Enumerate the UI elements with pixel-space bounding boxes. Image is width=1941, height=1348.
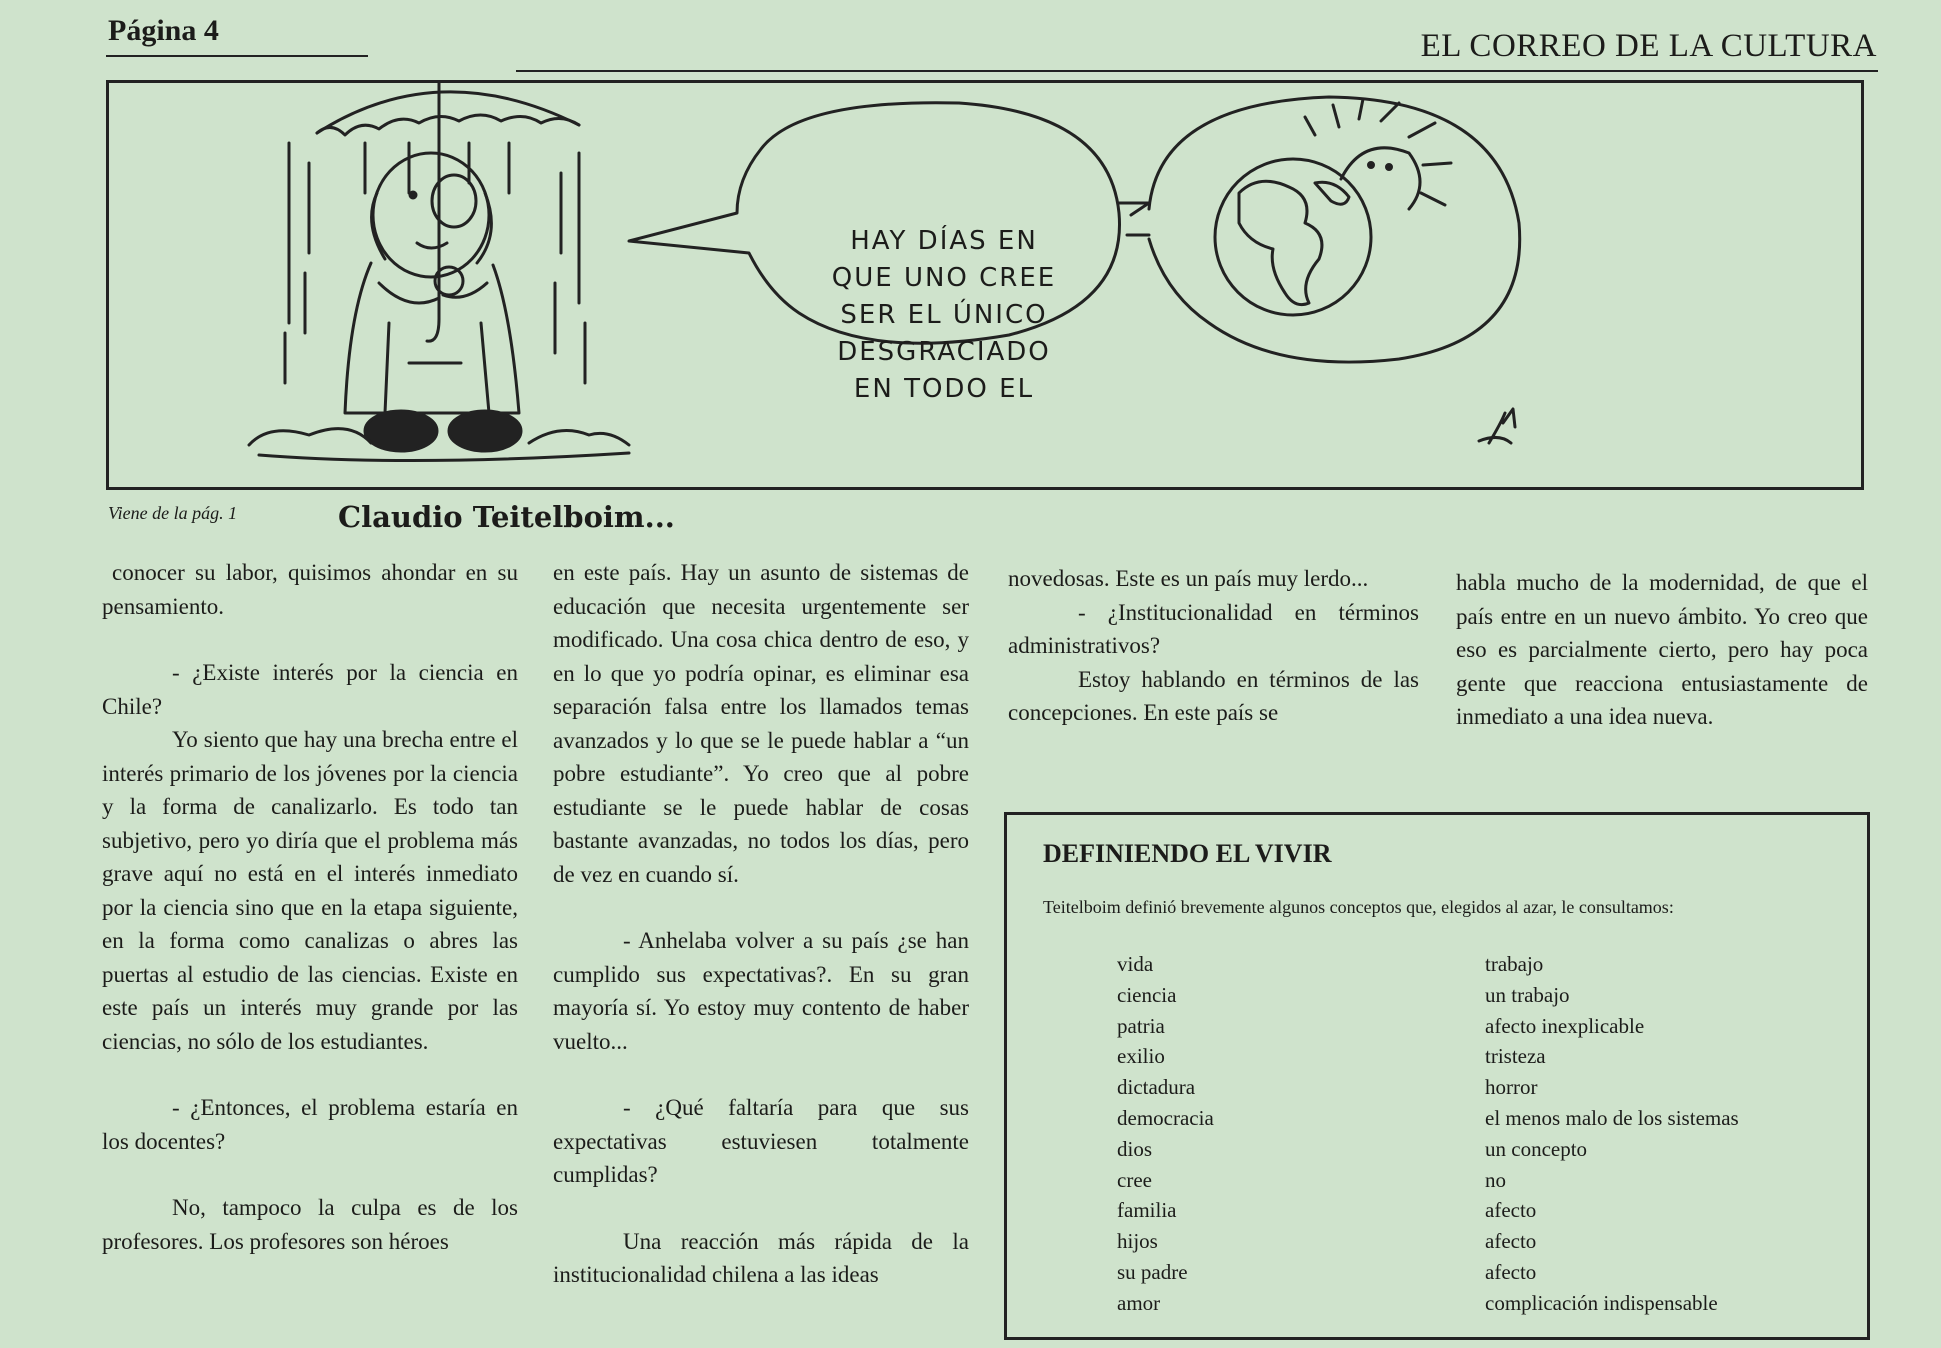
concept-item: familia [1117, 1198, 1177, 1223]
definition-item: complicación indispensable [1485, 1290, 1718, 1315]
paragraph: en este país. Hay un asunto de sistemas de educación que necesita urgentemente ser modificado. Una cosa chica dentro de eso, y en lo que yo podría opinar, es eliminar esa separación falsa entre los llamados temas avanzados y lo que se le puede hablar a “un pobre estudiante”. Yo creo que al pobre estudiante se le puede hablar de cosas bastante avanzadas, no todos los días, pero de vez en cuando sí. [553, 560, 969, 887]
definition-item: tristeza [1485, 1044, 1546, 1069]
paragraph: conocer su labor, quisimos ahondar en su pensamiento. [102, 560, 518, 619]
concept-item: democracia [1117, 1105, 1214, 1130]
sidebar-box [1004, 812, 1870, 1340]
concept-item: hijos [1117, 1229, 1158, 1254]
concept-item: cree [1117, 1167, 1152, 1192]
continued-from: Viene de la pág. 1 [108, 503, 238, 523]
question: - ¿Institucionalidad en términos administrativos? [1008, 599, 1419, 658]
header-rule-left [106, 55, 368, 57]
definition-item: trabajo [1485, 952, 1544, 976]
definition-item: afecto [1485, 1259, 1537, 1284]
sidebar-intro: Teitelboim definió brevemente algunos conceptos que, elegidos al azar, le consultamos: [1043, 897, 1674, 917]
concept-item: su padre [1117, 1259, 1188, 1284]
concept-item: amor [1117, 1290, 1161, 1315]
question: - ¿Entonces, el problema estaría en los docentes? [102, 1095, 518, 1154]
article-headline: Claudio Teitelboim... [338, 500, 675, 534]
answer: Yo siento que hay una brecha entre el interés primario de los jóvenes por la ciencia y la forma de canalizarlo. Es todo tan subjetivo, pero yo diría que el problema más grave aquí no está en el interés inmediato por la ciencia sino que en la etapa siguiente, en la forma como canalizas o abres las puertas al estudio de las ciencias. Existe en este país un interés muy grande por las ciencias, no sólo de los estudiantes. [102, 727, 518, 1054]
paragraph: habla mucho de la modernidad, de que el país entre en un nuevo ámbito. Yo creo que eso es parcialmente cierto, pero hay poca gente que reacciona entusiastamente de inmediato a una idea nueva. [1456, 570, 1868, 729]
masthead: EL CORREO DE LA CULTURA [1420, 28, 1877, 64]
definition-item: el menos malo de los sistemas [1485, 1105, 1739, 1130]
article-column-2 [553, 556, 969, 1325]
concept-list [1117, 949, 1214, 1319]
article-column-1 [102, 556, 518, 1291]
page-label: Página 4 [108, 14, 219, 47]
answer: Una reacción más rápida de la institucionalidad chilena a las ideas [553, 1228, 969, 1287]
question: - ¿Qué faltaría para que sus expectativas estuviesen totalmente cumplidas? [553, 1095, 969, 1187]
definition-list [1485, 949, 1739, 1319]
question: - Anhelaba volver a su país ¿se han cumplido sus expectativas?. En su gran mayoría sí. Yo estoy muy contento de haber vuelto... [553, 928, 969, 1054]
concept-item: vida [1117, 952, 1154, 976]
answer: Estoy hablando en términos de las concepciones. En este país se [1008, 666, 1419, 725]
definition-item: un concepto [1485, 1136, 1588, 1161]
question: - ¿Existe interés por la ciencia en Chile? [102, 660, 518, 719]
cartoon-panel [106, 80, 1864, 490]
definition-item: un trabajo [1485, 982, 1570, 1007]
article-column-4 [1456, 566, 1868, 767]
definition-item: afecto [1485, 1198, 1537, 1223]
concept-item: dictadura [1117, 1075, 1196, 1100]
definition-item: afecto [1485, 1229, 1537, 1254]
speech-bubble-text: HAY DÍAS EN QUE UNO CREE SER EL ÚNICO DESGRACIADO EN TODO EL [831, 226, 1057, 404]
article-column-3 [1008, 562, 1419, 763]
concept-item: exilio [1117, 1044, 1165, 1069]
concept-item: patria [1117, 1013, 1165, 1038]
definition-item: horror [1485, 1075, 1538, 1100]
concept-item: dios [1117, 1136, 1153, 1161]
globe-icon [1215, 159, 1371, 315]
sidebar-title: DEFINIENDO EL VIVIR [1043, 839, 1332, 868]
answer: No, tampoco la culpa es de los profesores. Los profesores son héroes [102, 1195, 518, 1254]
concept-item: ciencia [1117, 982, 1177, 1007]
paragraph: novedosas. Este es un país muy lerdo... [1008, 566, 1369, 591]
definition-item: no [1485, 1167, 1506, 1192]
definition-item: afecto inexplicable [1485, 1013, 1645, 1038]
header-rule-right [516, 70, 1878, 72]
